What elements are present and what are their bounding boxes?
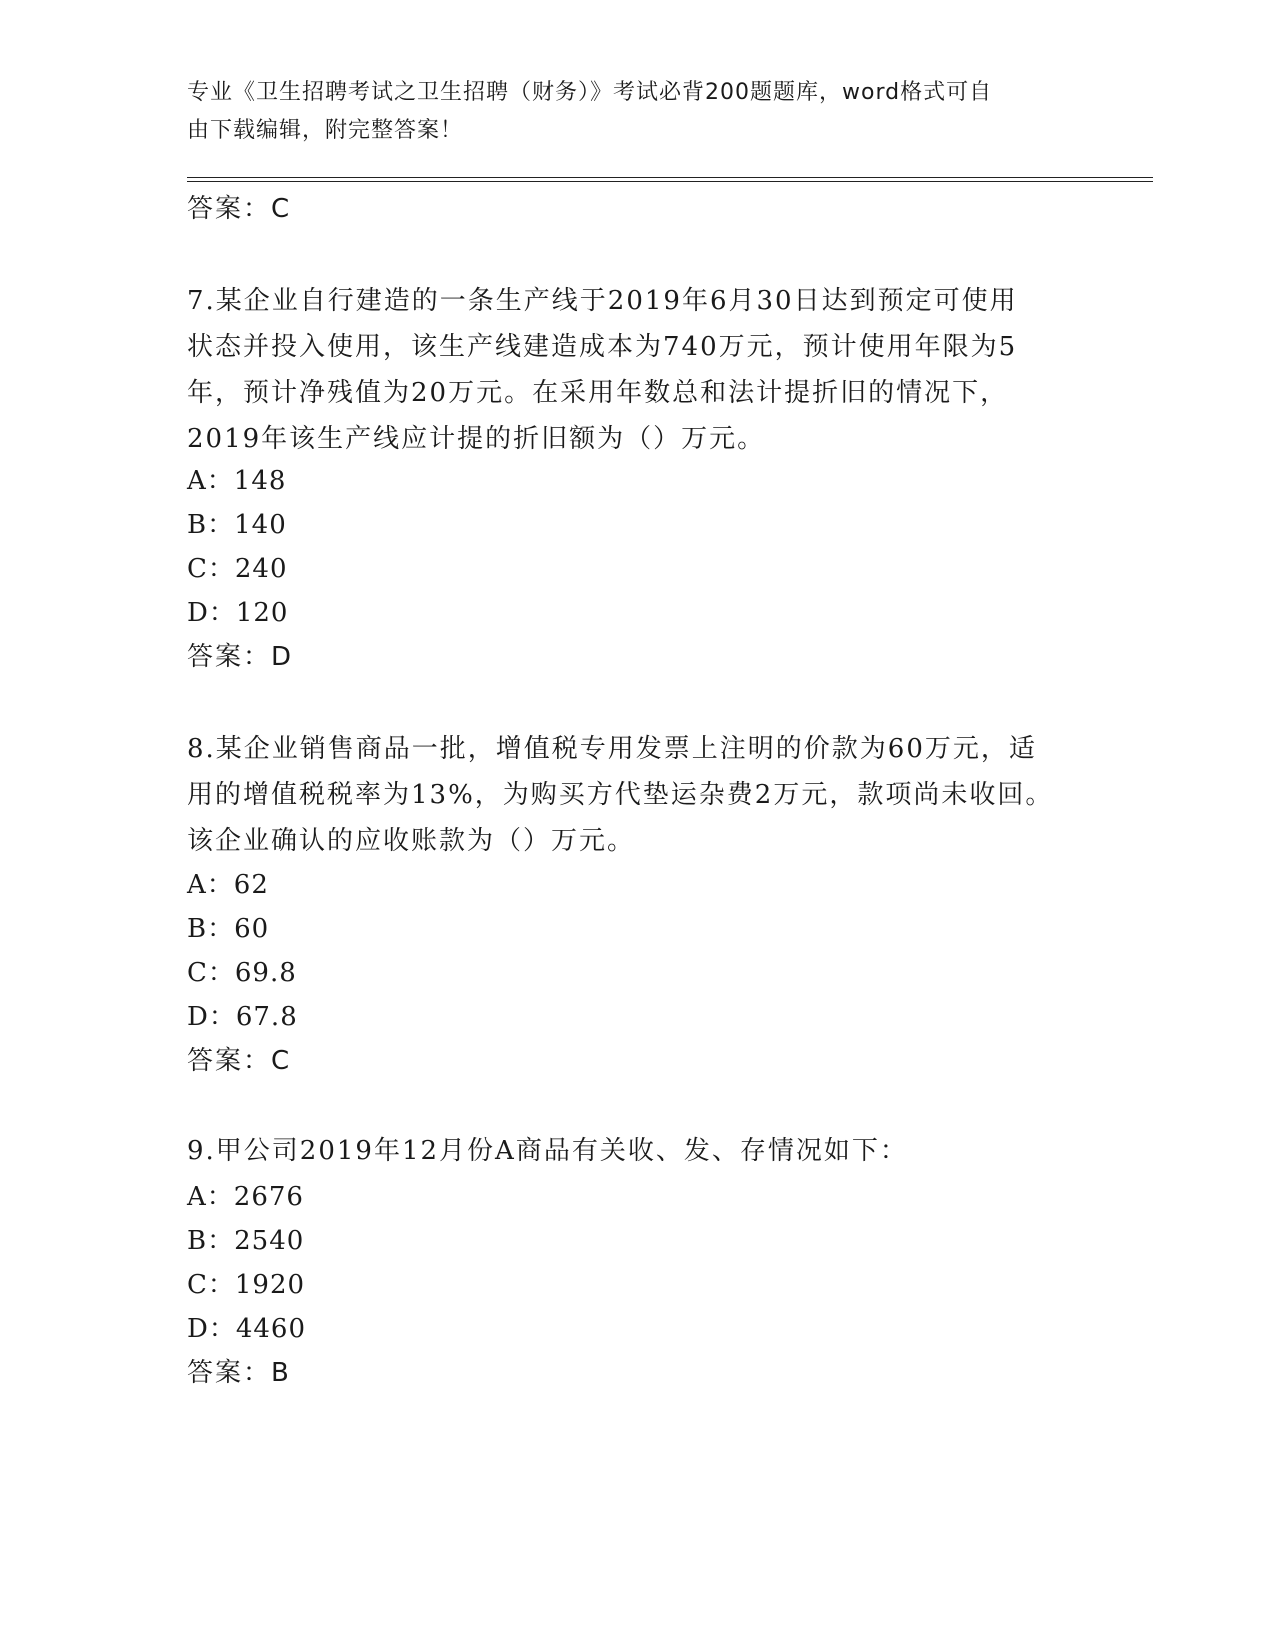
question-9-answer: 答案：B — [187, 1358, 291, 1388]
question-7-option-a: A：148 — [187, 466, 287, 496]
question-9-stem — [187, 1128, 1067, 1174]
question-8-line-1: 8.某企业销售商品一批，增值税专用发票上注明的价款为60万元，适 — [187, 734, 1037, 764]
question-7-option-b: B：140 — [187, 510, 287, 540]
question-7-option-d: D：120 — [187, 598, 289, 628]
question-7-line-3: 年，预计净残值为20万元。在采用年数总和法计提折旧的情况下， — [187, 378, 1009, 408]
question-7-line-1: 7.某企业自行建造的一条生产线于2019年6月30日达到预定可使用 — [187, 286, 1018, 316]
header-divider — [187, 177, 1153, 182]
question-8-option-c: C：69.8 — [187, 958, 297, 988]
question-9-line-1: 9.甲公司2019年12月份A商品有关收、发、存情况如下： — [187, 1136, 908, 1166]
question-8-stem — [187, 726, 1067, 864]
question-9-option-b: B：2540 — [187, 1226, 305, 1256]
question-7-option-c: C：240 — [187, 554, 288, 584]
question-8-answer: 答案：C — [187, 1046, 292, 1076]
question-8-option-a: A：62 — [187, 870, 269, 900]
question-8-line-3: 该企业确认的应收账款为（）万元。 — [187, 826, 636, 856]
question-7-line-2: 状态并投入使用，该生产线建造成本为740万元，预计使用年限为5 — [187, 332, 1018, 362]
header-line-2: 由下载编辑，附完整答案！ — [187, 118, 464, 143]
question-8-option-d: D：67.8 — [187, 1002, 298, 1032]
question-8-option-b: B：60 — [187, 914, 270, 944]
question-9-option-a: A：2676 — [187, 1182, 304, 1212]
question-8-line-2: 用的增值税税率为13%，为购买方代垫运杂费2万元，款项尚未收回。 — [187, 780, 1054, 810]
question-7-stem — [187, 278, 1067, 462]
question-9-option-c: C：1920 — [187, 1270, 306, 1300]
header-line-1: 专业《卫生招聘考试之卫生招聘（财务）》考试必背200题题库，word格式可自 — [187, 80, 993, 105]
question-7-answer: 答案：D — [187, 642, 294, 672]
question-7-line-4: 2019年该生产线应计提的折旧额为（）万元。 — [187, 424, 766, 454]
question-9-option-d: D：4460 — [187, 1314, 307, 1344]
document-header — [187, 74, 1067, 150]
previous-answer: 答案：C — [187, 194, 292, 224]
